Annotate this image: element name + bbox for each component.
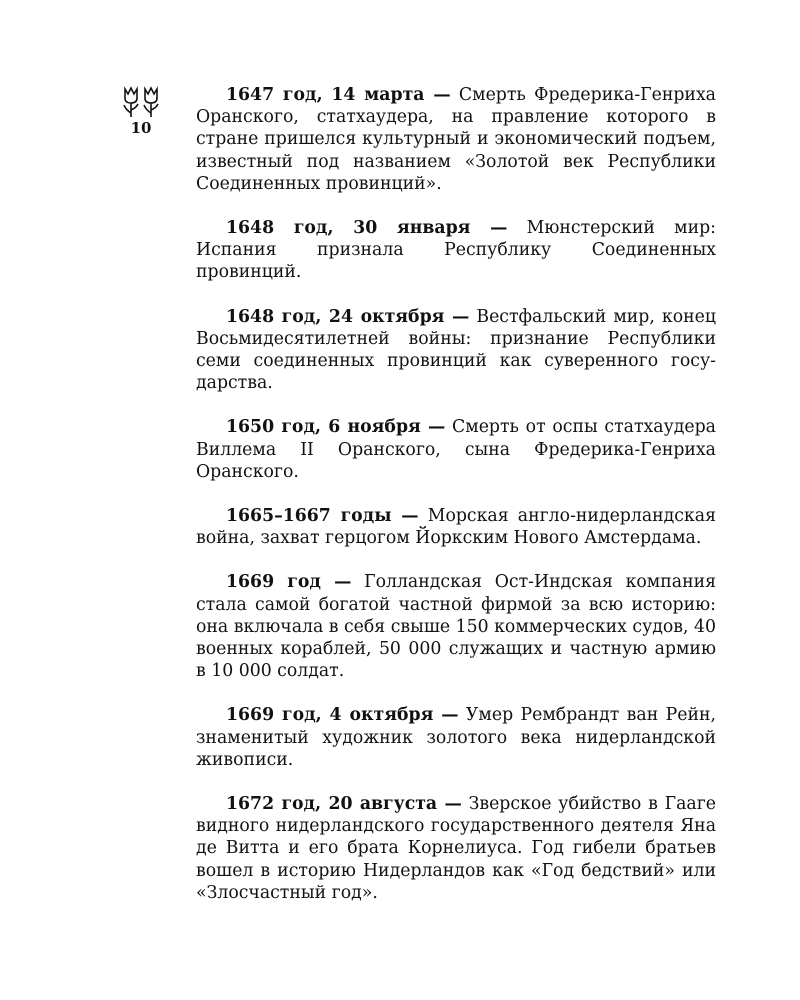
page-marker bbox=[118, 86, 164, 136]
chronology-entry bbox=[196, 505, 716, 549]
entry-text: Смерть Фредерика-Генриха Оранского, статхаудера, на правление которого в стране пришелся культурный и экономический подъем, известный под названием «Золотой век Республики Соединенных провинций». bbox=[196, 85, 716, 194]
chronology-text bbox=[196, 84, 716, 926]
chronology-entry bbox=[196, 571, 716, 682]
chronology-entry bbox=[196, 84, 716, 195]
chronology-entry bbox=[196, 704, 716, 771]
entry-date: 1672 год, 20 августа — bbox=[226, 794, 462, 815]
entry-text: Мюнстерский мир: Испания признала Республику Соединенных провинций. bbox=[196, 218, 716, 283]
tulips-icon bbox=[121, 86, 161, 118]
chronology-entry bbox=[196, 217, 716, 284]
chronology-entry bbox=[196, 306, 716, 395]
entry-text: Зверское убийство в Гааге видного нидерландского государственного деятеля Яна де Витта и его брата Корнелиуса. Год гибели братьев вошел в историю Нидерландов как «Год бедствий» или «Злосчастный год». bbox=[196, 794, 716, 903]
entry-date: 1665–1667 годы — bbox=[226, 506, 419, 527]
page-number: 10 bbox=[130, 119, 152, 137]
entry-date: 1650 год, 6 ноября — bbox=[226, 417, 446, 438]
entry-date: 1647 год, 14 марта — bbox=[226, 85, 451, 105]
entry-text: Голландская Ост-Индская компания стала самой богатой частной фирмой за всю историю: она включала в себя свыше 150 коммерческих судов, 40 военных кораблей, 50 000 служащих и частную армию в 10 000 солдат. bbox=[196, 572, 717, 682]
entry-text: Вестфальский мир, конец Восьмидесятилетней войны: признание Республики семи соединенных провинций как суверенного государства. bbox=[196, 306, 716, 394]
entry-text: Морская англо-нидерландская война, захват герцогом Йоркским Нового Амстердама. bbox=[196, 506, 716, 549]
entry-date: 1648 год, 24 октября — bbox=[226, 306, 470, 327]
entry-date: 1648 год, 30 января — bbox=[226, 218, 508, 239]
chronology-entry bbox=[196, 793, 716, 904]
entry-date: 1669 год — bbox=[226, 572, 352, 593]
chronology-entry bbox=[196, 416, 716, 483]
entry-text: Смерть от оспы статхаудера Виллема II Оранского, сына Фредерика-Генриха Оранского. bbox=[196, 417, 716, 482]
entry-date: 1669 год, 4 октября — bbox=[226, 705, 459, 726]
entry-text: Умер Рембрандт ван Рейн, знаменитый художник золотого века нидерландской живописи. bbox=[196, 705, 716, 770]
